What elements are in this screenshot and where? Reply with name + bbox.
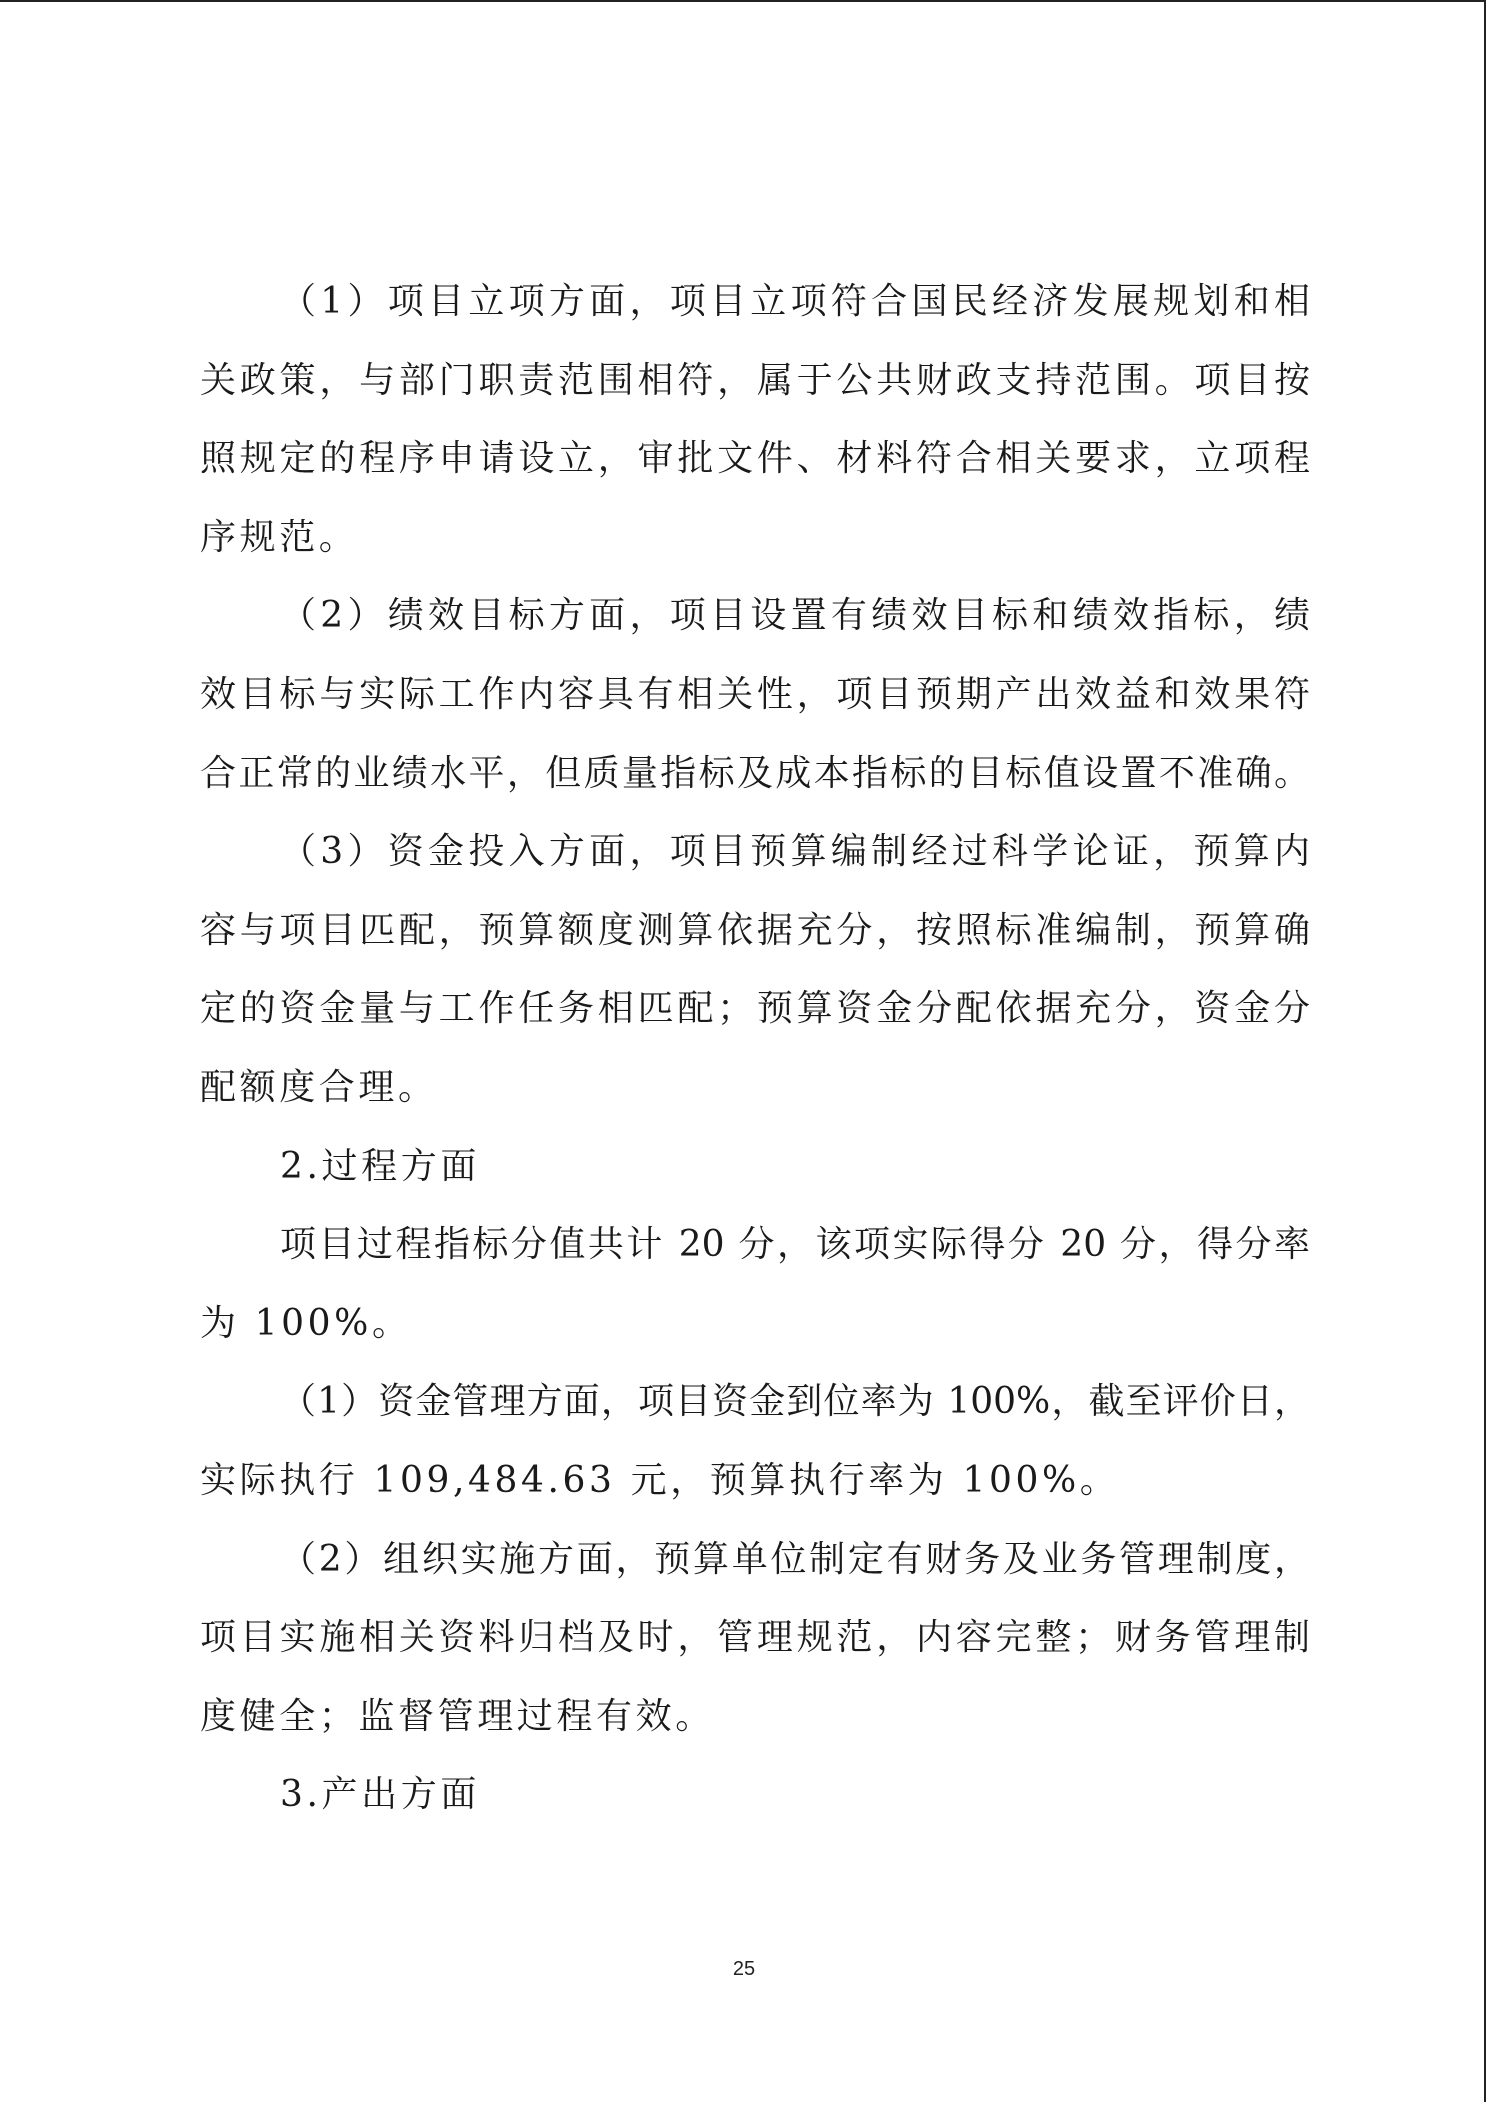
paragraph-line: 效目标与实际工作内容具有相关性，项目预期产出效益和效果符 bbox=[200, 673, 1310, 715]
page-number: 25 bbox=[732, 1958, 756, 1980]
paragraph-line: 项目过程指标分值共计 20 分，该项实际得分 20 分，得分率 bbox=[280, 1224, 1310, 1266]
paragraph-line: （2）绩效目标方面，项目设置有绩效目标和绩效指标，绩 bbox=[280, 595, 1310, 637]
paragraph-line: 项目实施相关资料归档及时，管理规范，内容完整；财务管理制 bbox=[200, 1617, 1310, 1659]
paragraph-line: 序规范。 bbox=[200, 516, 359, 558]
paragraph-line: （1）项目立项方面，项目立项符合国民经济发展规划和相 bbox=[280, 281, 1310, 322]
paragraph-line: 合正常的业绩水平，但质量指标及成本指标的目标值设置不准确。 bbox=[200, 752, 1310, 794]
paragraph-line: 为 100%。 bbox=[200, 1302, 412, 1344]
paragraph-line: 关政策，与部门职责范围相符，属于公共财政支持范围。项目按 bbox=[200, 359, 1310, 401]
document-body bbox=[200, 263, 1310, 1835]
paragraph-line: 定的资金量与工作任务相匹配；预算资金分配依据充分，资金分 bbox=[200, 988, 1310, 1030]
paragraph-line: 容与项目匹配，预算额度测算依据充分，按照标准编制，预算确 bbox=[200, 909, 1310, 951]
paragraph-line: 实际执行 109,484.63 元，预算执行率为 100%。 bbox=[200, 1459, 1120, 1501]
section-heading: 2.过程方面 bbox=[280, 1145, 480, 1187]
paragraph-line: （3）资金投入方面，项目预算编制经过科学论证，预算内 bbox=[280, 831, 1310, 873]
section-heading: 3.产出方面 bbox=[280, 1774, 480, 1816]
paragraph-line: （2）组织实施方面，预算单位制定有财务及业务管理制度， bbox=[280, 1538, 1310, 1580]
paragraph-line: 照规定的程序申请设立，审批文件、材料符合相关要求，立项程 bbox=[200, 438, 1310, 480]
paragraph-line: （1）资金管理方面，项目资金到位率为 100%，截至评价日， bbox=[280, 1381, 1310, 1423]
paragraph-line: 度健全；监督管理过程有效。 bbox=[200, 1695, 715, 1737]
paragraph-line: 配额度合理。 bbox=[200, 1066, 438, 1108]
